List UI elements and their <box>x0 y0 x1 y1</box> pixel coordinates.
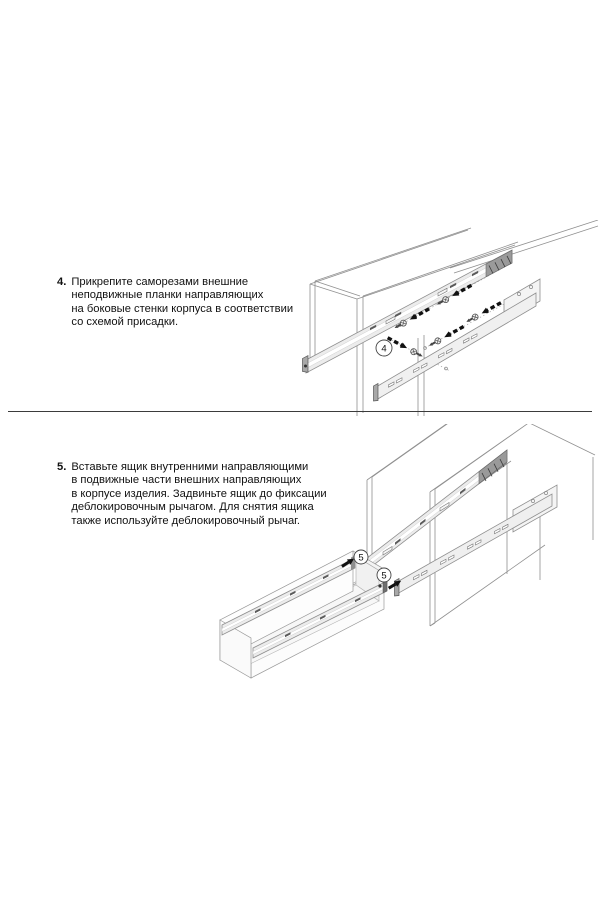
drawer-slide-assembled <box>303 250 513 373</box>
step-text-line: в подвижные части внешних направляющих <box>71 474 302 487</box>
callout-5b <box>377 568 391 582</box>
step-text-line: Вставьте ящик внутренними направляющими <box>71 461 309 473</box>
step-4-diagram <box>300 220 600 416</box>
step-text-line: Прикрепите саморезами внешние <box>71 276 249 288</box>
step-4-instruction <box>57 276 293 330</box>
drawer-box <box>220 551 387 678</box>
outer-rail-plank <box>374 279 541 401</box>
step-text-line: со схемой присадки. <box>71 316 179 329</box>
svg-text:5: 5 <box>358 552 364 564</box>
svg-text:4: 4 <box>381 343 387 355</box>
outer-rail-right <box>395 485 558 596</box>
section-divider <box>8 411 592 412</box>
step-number: 4. <box>57 276 67 288</box>
step-text-line: неподвижные планки направляющих <box>71 289 264 302</box>
step-text-line: также используйте деблокировочный рычаг. <box>71 514 301 527</box>
step-text-line: в корпусе изделия. Задвиньте ящик до фиксации <box>71 487 327 500</box>
cabinet-frame <box>367 424 595 626</box>
step-text <box>71 276 293 330</box>
step-5-diagram <box>215 424 600 736</box>
step-number: 5. <box>57 461 67 473</box>
svg-text:5: 5 <box>381 570 387 582</box>
cabinet-frame <box>310 220 598 416</box>
callout-5a <box>354 550 368 564</box>
step-text-line: на боковые стенки корпуса в соответствии <box>71 302 294 315</box>
step-text-line: деблокировочным рычагом. Для снятия ящика <box>71 501 314 514</box>
callout-4 <box>376 340 392 356</box>
